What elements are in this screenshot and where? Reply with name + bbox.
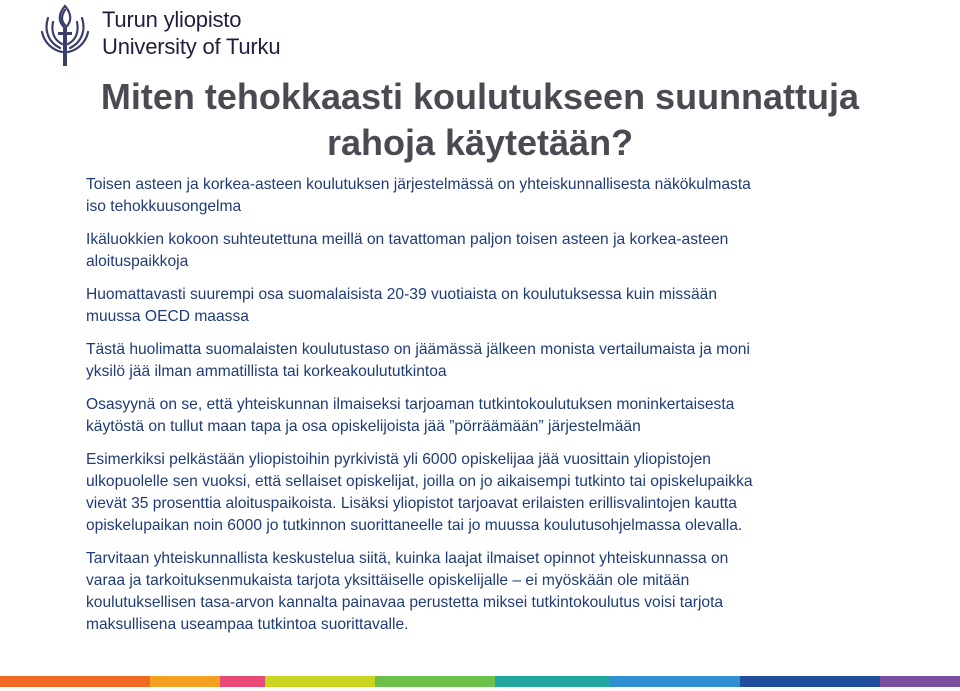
- paragraph-line: vievät 35 prosenttia aloituspaikoista. Lisäksi yliopistot tarjoavat erilaisten erillisvalintojen kautta: [86, 495, 737, 512]
- paragraph: [86, 548, 886, 636]
- paragraph-line: ulkopuolelle sen vuoksi, että sellaiset opiskelijat, joilla on jo aikaisempi tutkinto tai opiskelupaikka: [86, 473, 753, 490]
- paragraph-line: maksullisena useampaa tutkintoa suorittavalle.: [86, 616, 409, 633]
- stripe-segment: [880, 676, 960, 687]
- stripe-segment: [495, 676, 610, 687]
- stripe-segment: [610, 676, 740, 687]
- stripe-segment: [265, 676, 375, 687]
- paragraph-line: iso tehokkuusongelma: [86, 198, 242, 215]
- stripe-segment: [220, 676, 265, 687]
- stripe-segment: [0, 676, 150, 687]
- torch-emblem-icon: [36, 2, 94, 68]
- page-title: [60, 74, 900, 166]
- paragraph-line: Osasyynä on se, että yhteiskunnan ilmaiseksi tarjoaman tutkintokoulutuksen moninkertaisesta: [86, 396, 735, 413]
- paragraph-line: Ikäluokkien kokoon suhteutettuna meillä on tavattoman paljon toisen asteen ja korkea-asteen: [86, 231, 729, 248]
- university-logo: [36, 2, 280, 68]
- paragraph-line: Huomattavasti suurempi osa suomalaisista 20-39 vuotiaista on koulutuksessa kuin missään: [86, 286, 717, 303]
- title-line-2: rahoja käytetään?: [326, 122, 634, 163]
- paragraph-line: Tästä huolimatta suomalaisten koulutustaso on jäämässä jälkeen monista vertailumaista ja moni: [86, 341, 750, 358]
- paragraph-line: aloituspaikkoja: [86, 253, 189, 270]
- paragraph: [86, 449, 886, 537]
- color-stripe: [0, 676, 960, 687]
- paragraph-line: koulutuksellisen tasa-arvon kannalta painavaa perustetta miksei tutkintokoulutus voisi tarjota: [86, 594, 724, 611]
- body-text: [86, 174, 886, 647]
- paragraph-line: muussa OECD maassa: [86, 308, 249, 325]
- stripe-segment: [150, 676, 220, 687]
- paragraph-line: Esimerkiksi pelkästään yliopistoihin pyrkivistä yli 6000 opiskelijaa jää vuosittain yliopistojen: [86, 451, 711, 468]
- paragraph-line: Toisen asteen ja korkea-asteen koulutuksen järjestelmässä on yhteiskunnallisesta näkökulmasta: [86, 176, 751, 193]
- paragraph: [86, 394, 886, 438]
- stripe-segment: [375, 676, 495, 687]
- paragraph-line: opiskelupaikan noin 6000 jo tutkinnon suorittaneelle tai jo muussa koulutusohjelmassa olevalla.: [86, 517, 743, 534]
- paragraph-line: Tarvitaan yhteiskunnallista keskustelua siitä, kuinka laajat ilmaiset opinnot yhteiskunnassa on: [86, 550, 729, 567]
- paragraph: [86, 174, 886, 218]
- title-line-1: Miten tehokkaasti koulutukseen suunnattuja: [100, 76, 860, 117]
- paragraph-line: varaa ja tarkoituksenmukaista tarjota yksittäiselle opiskelijalle – ei myöskään ole mitään: [86, 572, 690, 589]
- paragraph: [86, 229, 886, 273]
- logo-line-1: Turun yliopisto: [102, 7, 242, 32]
- paragraph: [86, 284, 886, 328]
- logo-line-2: University of Turku: [102, 34, 281, 59]
- stripe-segment: [740, 676, 880, 687]
- paragraph-line: käytöstä on tullut maan tapa ja osa opiskelijoista jää ”pörräämään” järjestelmään: [86, 418, 641, 435]
- paragraph: [86, 339, 886, 383]
- paragraph-line: yksilö jää ilman ammatillista tai korkeakoulututkintoa: [86, 363, 447, 380]
